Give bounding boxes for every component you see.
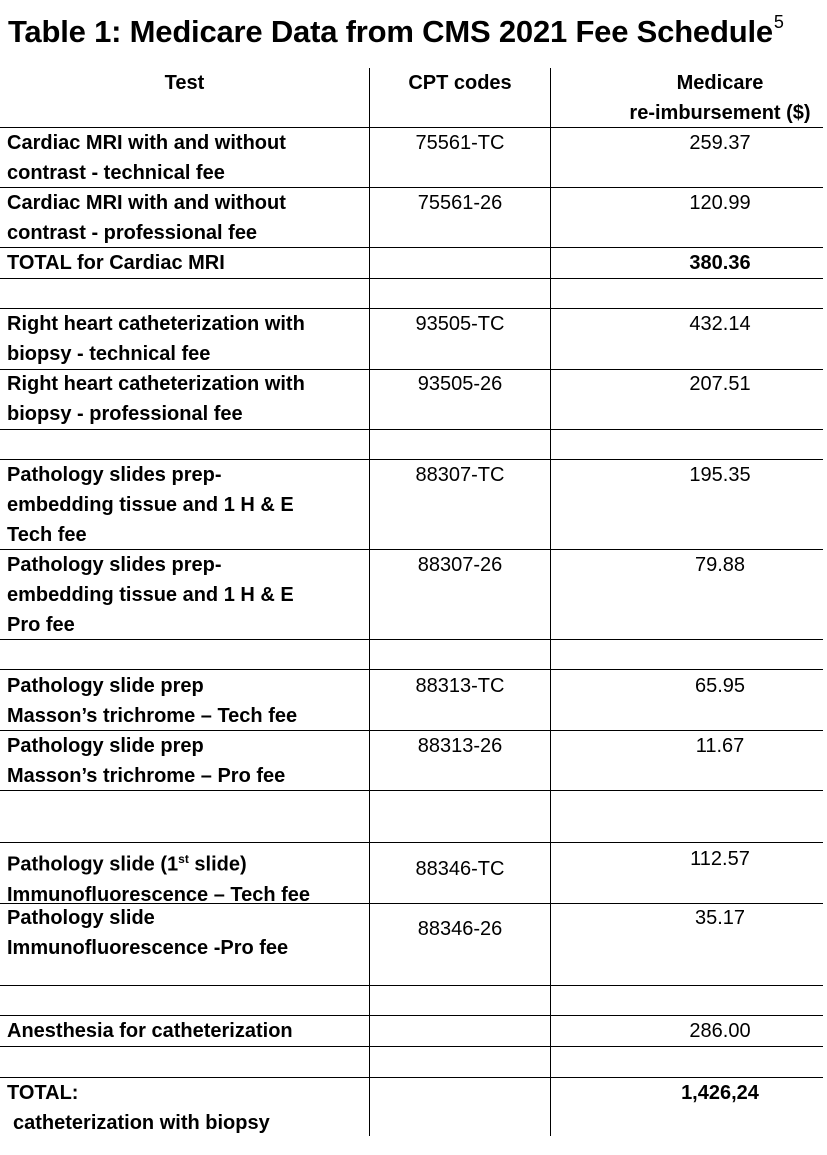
cpt-code: 88307-26 xyxy=(417,554,503,576)
label-line: Pathology slide prep xyxy=(7,735,204,757)
cpt-code: 75561-TC xyxy=(415,132,505,154)
header-reimbursement xyxy=(551,68,827,128)
label-line: Pro fee xyxy=(7,614,75,636)
row-label-if-tech xyxy=(7,844,310,910)
title-text: Table 1: Medicare Data from CMS 2021 Fee Schedule xyxy=(8,14,773,49)
cpt-code: 88307-TC xyxy=(415,464,505,486)
label-line: Pathology slide prep xyxy=(7,675,204,697)
label-line: Right heart catheterization with xyxy=(7,313,305,335)
label-line: contrast - professional fee xyxy=(7,222,258,244)
label-line: Immunofluorescence – Tech fee xyxy=(7,883,311,906)
row-label-grand-total xyxy=(7,1078,270,1138)
reimbursement-value: 11.67 xyxy=(695,735,745,757)
label-line: Pathology slides prep- xyxy=(7,554,222,576)
row-label-he-pro xyxy=(7,550,294,640)
header-reimbursement-line2: re-imbursement ($) xyxy=(629,102,811,124)
row-label-rhc-tech xyxy=(7,309,305,369)
cpt-code: 88346-26 xyxy=(417,918,503,940)
table-title xyxy=(8,12,784,50)
label-text: Pathology slide (1 xyxy=(7,853,179,876)
label-text: slide) xyxy=(188,853,247,876)
reimbursement-grand-total: 1,426,24 xyxy=(681,1082,759,1104)
reimbursement-value: 120.99 xyxy=(689,192,751,214)
label-line: TOTAL: xyxy=(7,1082,79,1104)
label-line: Right heart catheterization with xyxy=(7,373,305,395)
label-line: embedding tissue and 1 H & E xyxy=(7,584,294,606)
row-divider xyxy=(0,985,823,986)
row-label-anesthesia: Anesthesia for catheterization xyxy=(7,1020,293,1042)
row-label-rhc-pro xyxy=(7,369,305,429)
cpt-code: 88313-TC xyxy=(415,675,505,697)
reimbursement-value: 35.17 xyxy=(694,907,746,929)
label-line: contrast - technical fee xyxy=(7,162,225,184)
reimbursement-value: 207.51 xyxy=(689,373,751,395)
row-label-masson-tech xyxy=(7,671,297,731)
label-line: Masson’s trichrome – Pro fee xyxy=(7,765,286,787)
label-line: embedding tissue and 1 H & E xyxy=(7,494,294,516)
reimbursement-value: 195.35 xyxy=(689,464,751,486)
row-label-mri-tech xyxy=(7,128,286,188)
label-line: Immunofluorescence -Pro fee xyxy=(7,937,289,959)
reimbursement-value: 79.88 xyxy=(694,554,746,576)
label-line: catheterization with biopsy xyxy=(13,1112,270,1134)
row-divider xyxy=(0,1046,823,1047)
label-line xyxy=(7,844,310,880)
header-cpt-codes: CPT codes xyxy=(408,72,512,94)
cpt-code: 93505-26 xyxy=(417,373,503,395)
cpt-code: 88313-26 xyxy=(417,735,503,757)
reimbursement-value: 65.95 xyxy=(694,675,746,697)
header-test: Test xyxy=(164,72,205,94)
row-label-mri-total: TOTAL for Cardiac MRI xyxy=(7,252,225,274)
header-reimbursement-line1: Medicare xyxy=(676,72,764,94)
row-divider xyxy=(0,842,823,843)
row-label-if-pro xyxy=(7,903,288,963)
row-divider xyxy=(0,669,823,670)
label-line: Cardiac MRI with and without xyxy=(7,192,286,214)
label-line: Pathology slides prep- xyxy=(7,464,222,486)
row-label-he-tech xyxy=(7,460,294,550)
label-line: Tech fee xyxy=(7,524,87,546)
reimbursement-value: 286.00 xyxy=(689,1020,751,1042)
row-label-masson-pro xyxy=(7,731,285,791)
reimbursement-total: 380.36 xyxy=(689,252,751,274)
title-reference: 5 xyxy=(773,12,784,32)
row-label-mri-pro xyxy=(7,188,286,248)
row-divider xyxy=(0,278,823,279)
reimbursement-value: 432.14 xyxy=(689,313,751,335)
label-line: biopsy - technical fee xyxy=(7,343,211,365)
reimbursement-value: 259.37 xyxy=(689,132,751,154)
label-line: Pathology slide xyxy=(7,907,155,929)
row-divider xyxy=(0,429,823,430)
cpt-code: 88346-TC xyxy=(415,858,505,880)
cpt-code: 75561-26 xyxy=(417,192,503,214)
column-divider-1 xyxy=(369,68,370,1136)
label-line: biopsy - professional fee xyxy=(7,403,243,425)
reimbursement-value: 112.57 xyxy=(690,848,750,870)
ordinal-suffix: st xyxy=(178,852,189,866)
column-divider-2 xyxy=(550,68,551,1136)
label-line: Masson’s trichrome – Tech fee xyxy=(7,705,298,727)
label-line: Cardiac MRI with and without xyxy=(7,132,286,154)
cpt-code: 93505-TC xyxy=(415,313,505,335)
